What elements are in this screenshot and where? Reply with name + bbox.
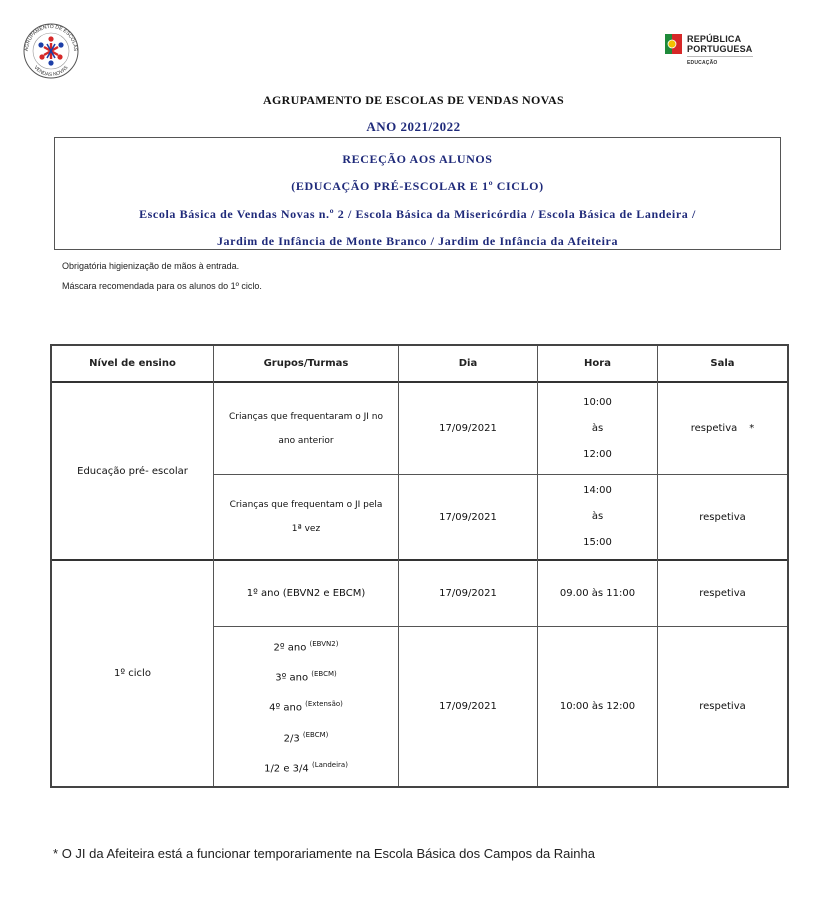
reception-box (54, 137, 781, 250)
header-day: Dia (458, 358, 478, 369)
footnote-asterisk: * (53, 846, 59, 861)
group-line-2: 3º ano $^{(EBCM)}$ (275, 670, 337, 684)
level-1st-cycle: 1º ciclo (114, 668, 151, 679)
table-row-3-hour: 09.00 às 11:00 (559, 588, 636, 599)
table-row-1-room: respetiva * (690, 423, 755, 434)
table-row-2-day: 17/09/2021 (439, 511, 497, 523)
schools-line-1: Escola Básica de Vendas Novas n.º 2 / Escola Básica da Misericórdia / Escola Básica de Landeira / (139, 207, 696, 221)
table-row-2-room: respetiva (699, 511, 746, 523)
year-title: ANO 2021/2022 (366, 119, 461, 134)
svg-text:VENDAS NOVAS (32, 64, 69, 78)
agrupamento-logo (20, 22, 82, 80)
header-room: Sala (710, 358, 735, 369)
table-row-3-room: respetiva (699, 588, 746, 599)
table-row-4-day: 17/09/2021 (439, 701, 497, 712)
reception-subtitle: (EDUCAÇÃO PRÉ-ESCOLAR E 1º CICLO) (291, 179, 544, 193)
logo-educacao: EDUCAÇÃO (687, 60, 718, 66)
table-row-2-hour: 14:00 às 15:00 (583, 485, 612, 548)
group-line-3: 4º ano $^{(Extensão)}$ (269, 700, 343, 714)
table-row-4-group (214, 627, 398, 786)
schools-line-2: Jardim de Infância de Monte Branco / Jardim de Infância da Afeiteira (216, 234, 619, 248)
schedule-table (50, 344, 789, 788)
logo-portuguesa: PORTUGUESA (687, 44, 753, 54)
table-row-1-hour: 10:00 às 12:00 (583, 396, 612, 460)
logo-republica: REPÚBLICA (687, 34, 742, 44)
level-pre-school: Educação pré- escolar (77, 465, 188, 477)
table-row-1-day: 17/09/2021 (439, 423, 497, 434)
asterisk-mark: * (749, 423, 755, 434)
group-line-1: 2º ano $^{(EBVN2)}$ (273, 639, 339, 653)
table-row-3-day: 17/09/2021 (439, 588, 497, 599)
group-line-4: 2/3 $^{(EBCM)}$ (283, 730, 329, 744)
table-row-4-hour: 10:00 às 12:00 (559, 701, 636, 712)
header-groups: Grupos/Turmas (263, 358, 349, 369)
reception-title: RECEÇÃO AOS ALUNOS (342, 152, 493, 166)
note-hand-hygiene: Obrigatória higienização de mãos à entrada. (62, 261, 240, 271)
footnote (53, 846, 595, 861)
group-line-5: 1/2 e 3/4 $^{(Landeira)}$ (264, 760, 348, 775)
table-row-1-group: Crianças que frequentaram o JI no ano anterior (228, 411, 384, 446)
logo-text-top: AGRUPAMENTO DE ESCOLAS (23, 23, 79, 52)
logo-text-bottom: VENDAS NOVAS (32, 64, 70, 79)
republica-portuguesa-logo (665, 32, 765, 72)
table-row-4-room: respetiva (699, 701, 746, 712)
note-mask: Máscara recomendada para os alunos do 1º ciclo. (62, 281, 262, 291)
header-level: Nível de ensino (89, 358, 176, 369)
table-row-2-group: Crianças que frequentam o JI pela 1ª vez (229, 500, 383, 534)
school-title: AGRUPAMENTO DE ESCOLAS DE VENDAS NOVAS (263, 93, 564, 107)
footnote-text: O JI da Afeiteira está a funcionar temporariamente na Escola Básica dos Campos da Rainha (61, 846, 595, 861)
table-row-3-group: 1º ano (EBVN2 e EBCM) (246, 588, 366, 599)
header-hour: Hora (584, 358, 611, 369)
